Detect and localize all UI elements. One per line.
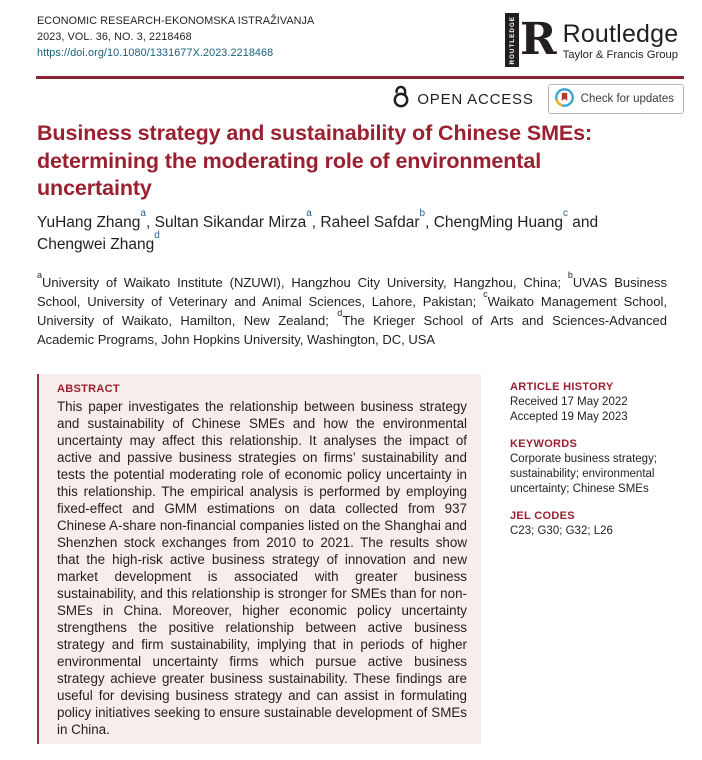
- article-history-section: [510, 381, 688, 425]
- publisher-group: Taylor & Francis Group: [562, 49, 679, 61]
- author-affiliation-sup: a: [140, 207, 146, 219]
- author-list: [37, 207, 652, 256]
- routledge-vertical-strip: [505, 13, 519, 67]
- affiliation-sup: c: [483, 288, 488, 299]
- abstract-box: [37, 374, 481, 744]
- author-affiliation-sup: c: [562, 207, 568, 219]
- keywords-section: [510, 438, 688, 497]
- abstract-heading: ABSTRACT: [57, 383, 120, 395]
- journal-meta: [37, 13, 314, 61]
- author-affiliation-sup: d: [154, 229, 160, 241]
- routledge-vertical-label: ROUTLEDGE: [508, 15, 516, 65]
- check-for-updates-label: Check for updates: [580, 93, 674, 105]
- keywords-text: Corporate business strategy; sustainability; environmental uncertainty; Chinese SMEs: [510, 453, 658, 495]
- affiliation-text: The Krieger School of Arts and Sciences-Advanced Academic Programs, John Hopkins University, Washington, DC, USA: [37, 313, 667, 347]
- received-date: Received 17 May 2022: [510, 396, 628, 408]
- publisher-wordmark: [563, 13, 679, 62]
- author: YuHang Zhang$^a$,: [37, 207, 155, 231]
- jel-codes-heading: JEL CODES: [510, 510, 575, 522]
- article-info-sidebar: [510, 381, 688, 552]
- open-access-label: OPEN ACCESS: [417, 90, 534, 108]
- author: ChengMing Huang$^c$ and: [433, 207, 599, 231]
- author: Sultan Sikandar Mirza$^a$,: [154, 207, 321, 231]
- affiliation-text: UVAS Business School, University of Veterinary and Animal Sciences, Lahore, Pakistan;: [37, 275, 667, 309]
- routledge-logo: [505, 13, 678, 67]
- crossmark-icon: [555, 88, 574, 110]
- accepted-date: Accepted 19 May 2023: [510, 411, 628, 423]
- abstract-text: This paper investigates the relationship between business strategy and sustainability of Chinese SMEs and how the environmental uncertainty may affect this relationship. It analyses the impact of active and passive business strategies on firms’ sustainability and tests the potential moderating role of economic policy uncertainty in this relationship. The empirical analysis is performed by employing fixed-effect and GMM estimations on data collected from 937 Chinese A-share non-financial companies listed on the Shanghai and Shenzhen stock exchanges from 2010 to 2021. The results show that the high-risk active business strategy of innovation and new market development is associated with greater business sustainability, and this relationship is stronger for SMEs than for non-SMEs in China. Moreover, higher economic policy uncertainty strengthens the positive relationship between active business strategy and firm sustainability, implying that in periods of higher environmental uncertainty firms which pursue active business strategy achieve greater business sustainability. These findings are useful for devising business strategy and can assist in formulating policy initiatives seeking to ensure sustainable development of SMEs in China.: [57, 399, 467, 737]
- doi-link[interactable]: https://doi.org/10.1080/1331677X.2023.2218468: [37, 47, 274, 59]
- author-affiliation-sup: b: [419, 207, 426, 219]
- routledge-r-mark: R: [520, 14, 555, 65]
- affiliation-sup: b: [567, 269, 573, 280]
- article-history-heading: ARTICLE HISTORY: [510, 381, 614, 393]
- journal-name: ECONOMIC RESEARCH-EKONOMSKA ISTRAŽIVANJA: [37, 15, 315, 27]
- open-access-badge: [392, 85, 533, 113]
- author: Raheel Safdar$^b$,: [320, 207, 434, 231]
- affiliation-text: University of Waikato Institute (NZUWI), Hangzhou City University, Hangzhou, China;: [42, 275, 568, 290]
- affiliation-text: Waikato Management School, University of Waikato, Hamilton, New Zealand;: [37, 294, 667, 328]
- journal-issue-line: 2023, VOL. 36, NO. 3, 2218468: [37, 31, 192, 43]
- author: Chengwei Zhang$^d$: [37, 229, 160, 253]
- keywords-heading: KEYWORDS: [510, 438, 578, 450]
- article-title: Business strategy and sustainability of Chinese SMEs: determining the moderating role of environmental uncertainty: [37, 121, 593, 200]
- affiliations: [37, 269, 667, 349]
- jel-codes-text: C23; G30; G32; L26: [510, 525, 613, 537]
- author-affiliation-sup: a: [306, 207, 312, 219]
- open-access-icon: [392, 85, 410, 113]
- affiliation-sup: d: [337, 307, 343, 318]
- header-rule: [36, 76, 684, 79]
- publisher-name: Routledge: [562, 20, 679, 48]
- jel-codes-section: [510, 510, 688, 539]
- affiliation-sup: a: [37, 269, 43, 280]
- badges-row: [392, 84, 684, 114]
- check-for-updates-button[interactable]: [548, 84, 684, 114]
